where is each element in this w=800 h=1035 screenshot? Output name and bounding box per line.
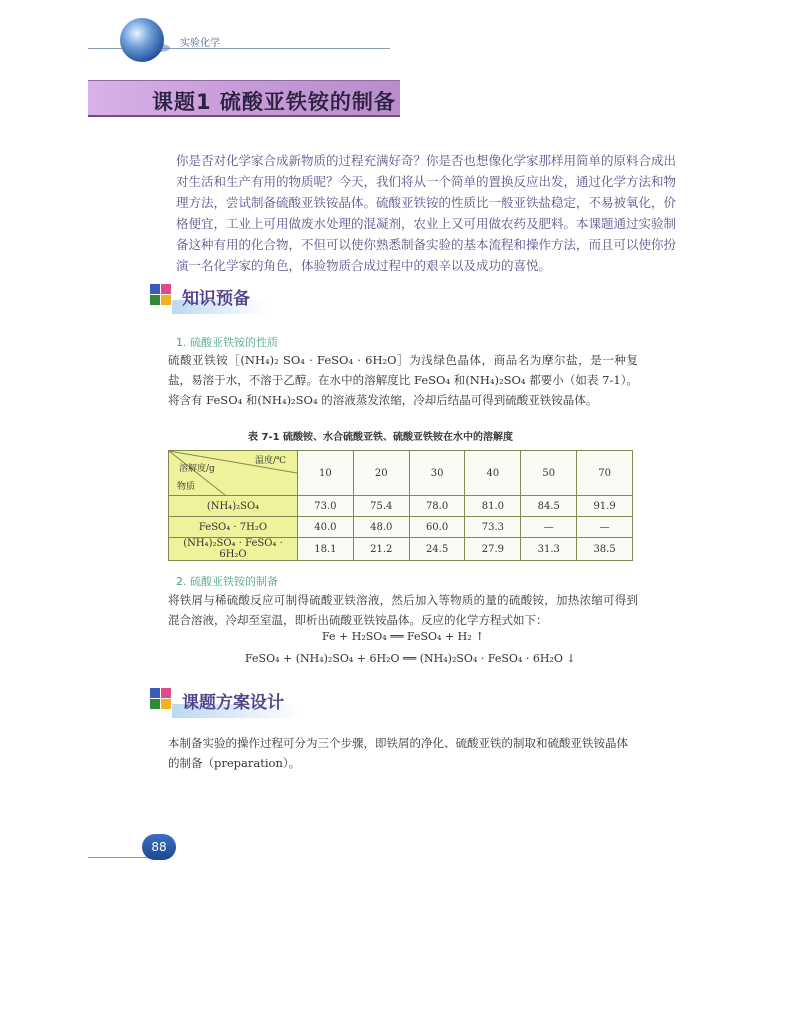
subheading-preparation: 2. 硫酸亚铁铵的制备 [176,575,278,588]
table-row [169,538,633,561]
value-cell: 73.0 [298,496,354,517]
substance-cell: (NH₄)₂SO₄ · FeSO₄ · 6H₂O [169,538,298,561]
value-cell: — [521,517,577,538]
value-cell: 60.0 [409,517,465,538]
intro-paragraph: 你是否对化学家合成新物质的过程充满好奇？你是否也想像化学家那样用简单的原料合成出对生活和生产有用的物质呢？今天，我们将从一个简单的置换反应出发，通过化学方法和物理方法，尝试制备硫酸亚铁铵晶体。硫酸亚铁铵的性质比一般亚铁盐稳定，不易被氧化，价格便宜，工业上可用做废水处理的混凝剂，农业上又可用做农药及肥料。本课题通过实验制备这种有用的化合物，不但可以使你熟悉制备实验的基本流程和操作方法，而且可以使你扮演一名化学家的角色，体验物质合成过程中的艰辛以及成功的喜悦。 [176,153,677,273]
value-cell: 31.3 [521,538,577,561]
page-title: 课题1 硫酸亚铁铵的制备 [152,90,396,114]
temp-header-cell: 70 [577,451,633,496]
table-row [169,496,633,517]
substance-cell: (NH₄)₂SO₄ [169,496,298,517]
corner-temperature-label: 温度/℃ [255,456,287,466]
temp-header-cell: 10 [298,451,354,496]
properties-paragraph: 硫酸亚铁铵［(NH₄)₂ SO₄ · FeSO₄ · 6H₂O］为浅绿色晶体，商品名为摩尔盐，是一种复盐，易溶于水，不溶于乙醇。在水中的溶解度比 FeSO₄ 和(NH₄)₂SO₄ 都要小（如表 7-1）。将含有 FeSO₄ 和(NH₄)₂SO₄ 的溶液蒸发浓缩，冷却后结晶可得到硫酸亚铁铵晶体。 [168,353,638,407]
section-title-knowledge: 知识预备 [182,289,250,309]
equation-1: Fe + H₂SO₄ ══ FeSO₄ + H₂ ↑ [322,630,485,643]
solubility-table [168,450,633,561]
header-globe-icon [120,18,164,62]
section-mosaic-icon [150,284,172,306]
subheading-properties: 1. 硫酸亚铁铵的性质 [176,336,278,349]
value-cell: — [577,517,633,538]
corner-substance-label: 物质 [177,482,196,492]
table-corner-cell [169,451,298,496]
substance-cell: FeSO₄ · 7H₂O [169,517,298,538]
page-number: 88 [142,834,176,860]
table-row [169,517,633,538]
design-paragraph: 本制备实验的操作过程可分为三个步骤，即铁屑的净化、硫酸亚铁的制取和硫酸亚铁铵晶体的制备（preparation）。 [168,736,628,770]
temp-header-cell: 30 [409,451,465,496]
value-cell: 73.3 [465,517,521,538]
temp-header-cell: 40 [465,451,521,496]
value-cell: 91.9 [577,496,633,517]
footer-rule [88,857,154,858]
value-cell: 27.9 [465,538,521,561]
value-cell: 40.0 [298,517,354,538]
value-cell: 38.5 [577,538,633,561]
value-cell: 81.0 [465,496,521,517]
temp-header-cell: 20 [353,451,409,496]
section-mosaic-icon [150,688,172,710]
value-cell: 21.2 [353,538,409,561]
section-title-design: 课题方案设计 [182,693,284,713]
value-cell: 48.0 [353,517,409,538]
book-label: 实验化学 [180,38,220,49]
value-cell: 75.4 [353,496,409,517]
table-caption: 表 7-1 硫酸铵、水合硫酸亚铁、硫酸亚铁铵在水中的溶解度 [248,432,514,443]
preparation-paragraph: 将铁屑与稀硫酸反应可制得硫酸亚铁溶液，然后加入等物质的量的硫酸铵，加热浓缩可得到混合溶液，冷却至室温，即析出硫酸亚铁铵晶体。反应的化学方程式如下： [168,593,638,627]
value-cell: 78.0 [409,496,465,517]
value-cell: 18.1 [298,538,354,561]
equation-2: FeSO₄ + (NH₄)₂SO₄ + 6H₂O ══ (NH₄)₂SO₄ · FeSO₄ · 6H₂O ↓ [245,652,576,665]
corner-solubility-label: 溶解度/g [179,464,215,474]
temp-header-cell: 50 [521,451,577,496]
value-cell: 84.5 [521,496,577,517]
value-cell: 24.5 [409,538,465,561]
